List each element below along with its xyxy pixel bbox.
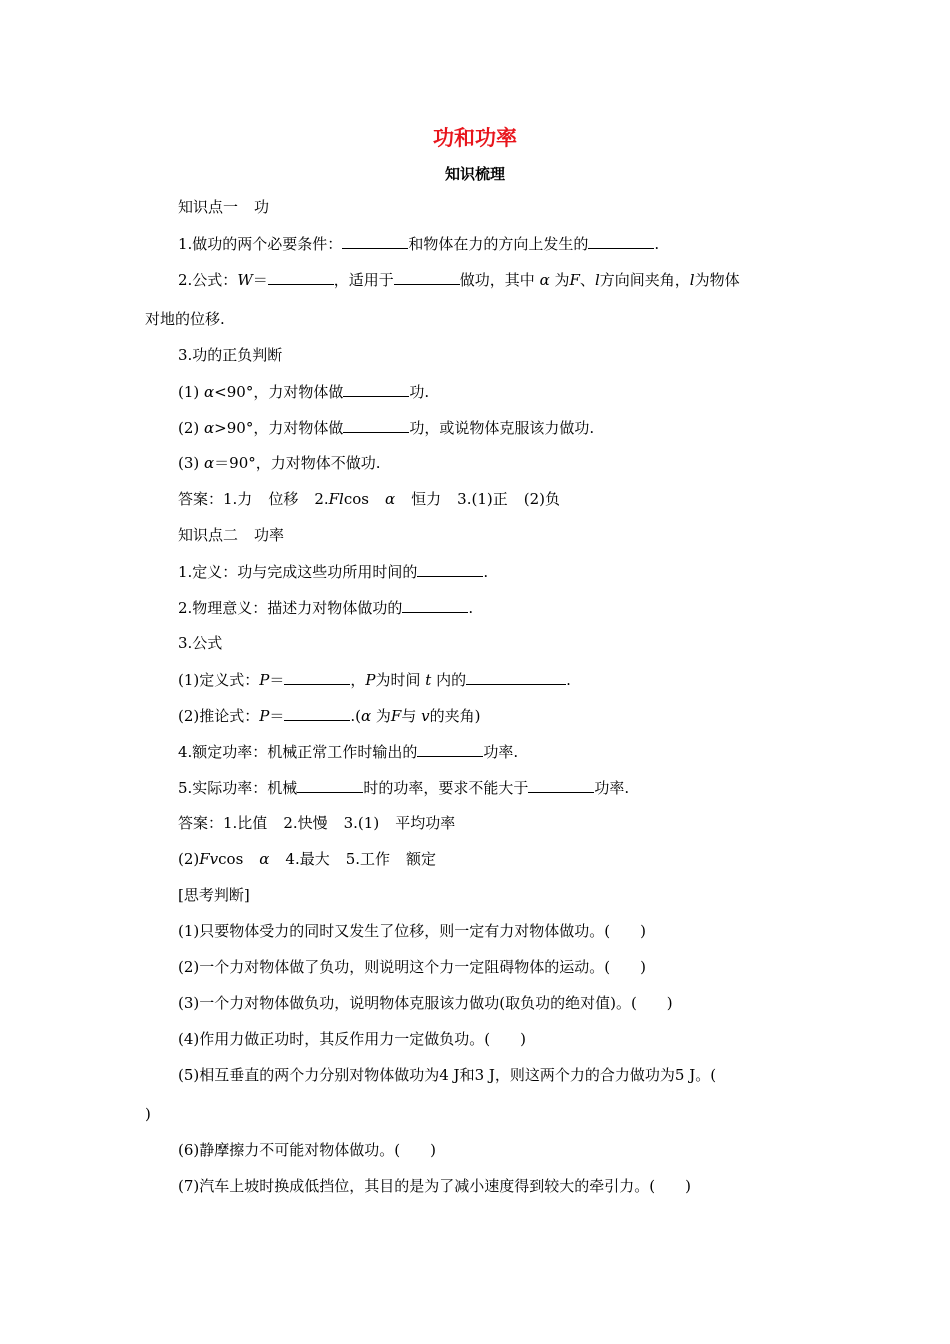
judge-question-4: (4)作用力做正功时，其反作用力一定做负功。( ) (178, 1030, 526, 1048)
section2-item1: 1.定义：功与完成这些功所用时间的 . (178, 563, 489, 581)
section1-item2-cont: 对地的位移. (145, 310, 225, 328)
fill-blank (528, 777, 594, 793)
section1-item1: 1.做功的两个必要条件： 和物体在力的方向上发生的 . (178, 235, 660, 253)
judge-question-7: (7)汽车上坡时换成低挡位，其目的是为了减小速度得到较大的牵引力。( ) (178, 1177, 691, 1195)
fill-blank (417, 741, 483, 757)
fill-blank (343, 417, 409, 433)
section2-item2: 2.物理意义：描述力对物体做功的 . (178, 599, 474, 617)
section1-answer: 答案：1.力 位移 2.Flcos α 恒力 3.(1)正 (2)负 (178, 490, 560, 508)
section2-heading: 知识点二 功率 (178, 526, 285, 544)
section1-item2: 2.公式：W＝ ，适用于 做功，其中 α 为F、l方向间夹角，l为物体 (178, 271, 740, 289)
section2-answer-cont: (2)Fvcos α 4.最大 5.工作 额定 (178, 850, 437, 868)
judge-question-5: (5)相互垂直的两个力分别对物体做功为4 J和3 J，则这两个力的合力做功为5 J。( (178, 1066, 717, 1084)
judge-question-1: (1)只要物体受力的同时又发生了位移，则一定有力对物体做功。( ) (178, 922, 646, 940)
page-title: 功和功率 (433, 126, 517, 150)
section2-formula2: (2)推论式：P＝ .(α 为F与 v的夹角) (178, 707, 481, 725)
section1-case1: (1) α<90°，力对物体做 功. (178, 383, 430, 401)
judge-question-3: (3)一个力对物体做负功，说明物体克服该力做功(取负功的绝对值)。( ) (178, 994, 673, 1012)
judge-heading: [思考判断] (178, 886, 250, 904)
fill-blank (343, 381, 409, 397)
section2-item3: 3.公式 (178, 634, 223, 652)
judge-question-6: (6)静摩擦力不可能对物体做功。( ) (178, 1141, 436, 1159)
section1-heading: 知识点一 功 (178, 198, 270, 216)
fill-blank (284, 669, 350, 685)
section1-case3: (3) α＝90°，力对物体不做功. (178, 454, 381, 472)
fill-blank (342, 233, 408, 249)
fill-blank (466, 669, 566, 685)
section2-formula1: (1)定义式：P＝ ，P为时间 t 内的 . (178, 671, 571, 689)
judge-question-2: (2)一个力对物体做了负功，则说明这个力一定阻碍物体的运动。( ) (178, 958, 646, 976)
judge-question-5-cont: ) (145, 1105, 151, 1123)
fill-blank (297, 777, 363, 793)
section1-item3: 3.功的正负判断 (178, 346, 283, 364)
fill-blank (284, 705, 350, 721)
fill-blank (268, 269, 334, 285)
fill-blank (417, 561, 483, 577)
section2-item5: 5.实际功率：机械 时的功率，要求不能大于 功率. (178, 779, 630, 797)
section2-item4: 4.额定功率：机械正常工作时输出的 功率. (178, 743, 519, 761)
fill-blank (402, 597, 468, 613)
section-subtitle: 知识梳理 (444, 165, 505, 183)
fill-blank (588, 233, 654, 249)
fill-blank (394, 269, 460, 285)
section2-answer: 答案：1.比值 2.快慢 3.(1) 平均功率 (178, 814, 456, 832)
section1-case2: (2) α>90°，力对物体做 功，或说物体克服该力做功. (178, 419, 595, 437)
